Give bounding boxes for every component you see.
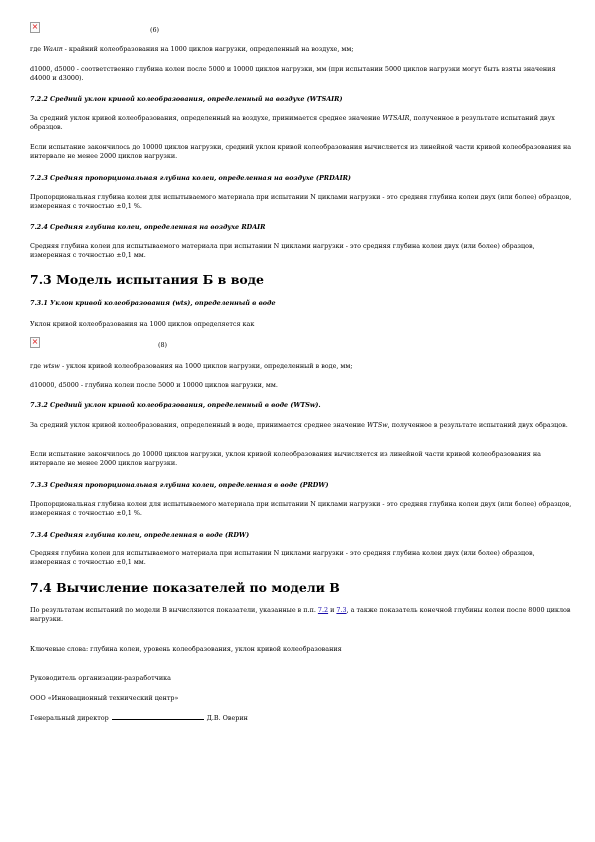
paragraph: По результатам испытаний по модели В вычисляются показатели, указанные в п.п. 7.2 и 7.3, а также показатель конечной глубины колеи после 8000 циклов нагрузки. [30, 606, 571, 623]
equation-number: (6) [150, 26, 160, 34]
signature-line [30, 713, 575, 723]
signature-role: Руководитель организации-разработчика [30, 674, 171, 682]
paragraph: Пропорциональная глубина колеи для испытываемого материала при испытании N циклами нагрузки - это средняя глубина колеи двух (или более) образцов, измеренная с точностью ±0,1 %. [30, 500, 572, 517]
signature-title: Генеральный директор [30, 714, 109, 722]
paragraph: d1000, d5000 - соответственно глубина колеи после 5000 и 10000 циклов нагрузки, мм (при испытании 5000 циклов нагрузки могут быть взяты значения d4000 и d3000). [30, 65, 556, 82]
paragraph: Если испытание закончилось до 10000 циклов нагрузки, уклон кривой колеобразования вычисляется из линейной части кривой колеобразования на интервале не менее 2000 циклов нагрузки. [30, 450, 541, 467]
paragraph: Средняя глубина колеи для испытываемого материала при испытании N циклами нагрузки - это средняя глубина колеи двух (или более) образцов, измеренная с точностью ±0,1 мм. [30, 549, 535, 566]
paragraph: Уклон кривой колеобразования на 1000 циклов определяется как [30, 320, 255, 328]
signature-blank [112, 713, 204, 720]
paragraph: d10000, d5000 - глубина колеи после 5000 и 10000 циклов нагрузки, мм. [30, 381, 278, 389]
paragraph: где WaAIR - крайний колеобразования на 1000 циклов нагрузки, определенный на воздухе, мм; [30, 45, 354, 53]
signature-organization: ООО «Инновационный технический центр» [30, 694, 179, 702]
keywords: Ключевые слова: глубина колеи, уровень колеобразования, уклон кривой колеобразования [30, 645, 342, 653]
broken-image-icon: × [31, 337, 39, 346]
subsection-heading: 7.3.4 Средняя глубина колеи, определенная в воде (RDW) [30, 531, 250, 539]
paragraph: За средний уклон кривой колеобразования, определенный в воде, принимается среднее значение WTSw, полученное в результате испытаний двух образцов. [30, 421, 568, 429]
subsection-heading: 7.2.2 Средний уклон кривой колеобразования, определенный на воздухе (WTSAIR) [30, 95, 343, 103]
equation-number: (8) [158, 341, 168, 349]
paragraph: Пропорциональная глубина колеи для испытываемого материала при испытании N циклами нагрузки - это средняя глубина колеи двух (или более) образцов, измеренная с точностью ±0,1 %. [30, 193, 572, 210]
section-link-7-3[interactable]: 7.3 [336, 606, 347, 614]
paragraph: где wtsw - уклон кривой колеобразования на 1000 циклов нагрузки, определенный в воде, мм; [30, 362, 353, 370]
subsection-heading: 7.3.2 Средний уклон кривой колеобразования, определенный в воде (WTSw). [30, 401, 321, 409]
section-link-7-2[interactable]: 7.2 [317, 606, 329, 614]
subsection-heading: 7.3.1 Уклон кривой колеобразования (wts), определенный в воде [30, 299, 276, 307]
paragraph: Если испытание закончилось до 10000 циклов нагрузки, средний уклон кривой колеобразования вычисляется из линейной части кривой колеобразования на интервале не менее 2000 циклов нагрузки. [30, 143, 572, 160]
paragraph: Средняя глубина колеи для испытываемого материала при испытании N циклами нагрузки - это средняя глубина колеи двух (или более) образцов, измеренная с точностью ±0,1 мм. [30, 242, 535, 259]
paragraph: За средний уклон кривой колеобразования, определенный на воздухе, принимается среднее значение WTSAIR, полученное в результате испытаний двух образцов. [30, 114, 555, 131]
section-heading: 7.3 Модель испытания Б в воде [30, 272, 264, 287]
broken-image-icon: × [31, 22, 39, 31]
subsection-heading: 7.2.3 Средняя пропорциональная глубина колеи, определенная на воздухе (PRDAIR) [30, 174, 351, 182]
section-heading: 7.4 Вычисление показателей по модели В [30, 580, 340, 595]
subsection-heading: 7.3.3 Средняя пропорциональная глубина колеи, определенная в воде (PRDW) [30, 481, 329, 489]
subsection-heading: 7.2.4 Средняя глубина колеи, определенная на воздухе RDAIR [30, 223, 266, 231]
signature-name: Д.В. Оверин [206, 714, 248, 722]
